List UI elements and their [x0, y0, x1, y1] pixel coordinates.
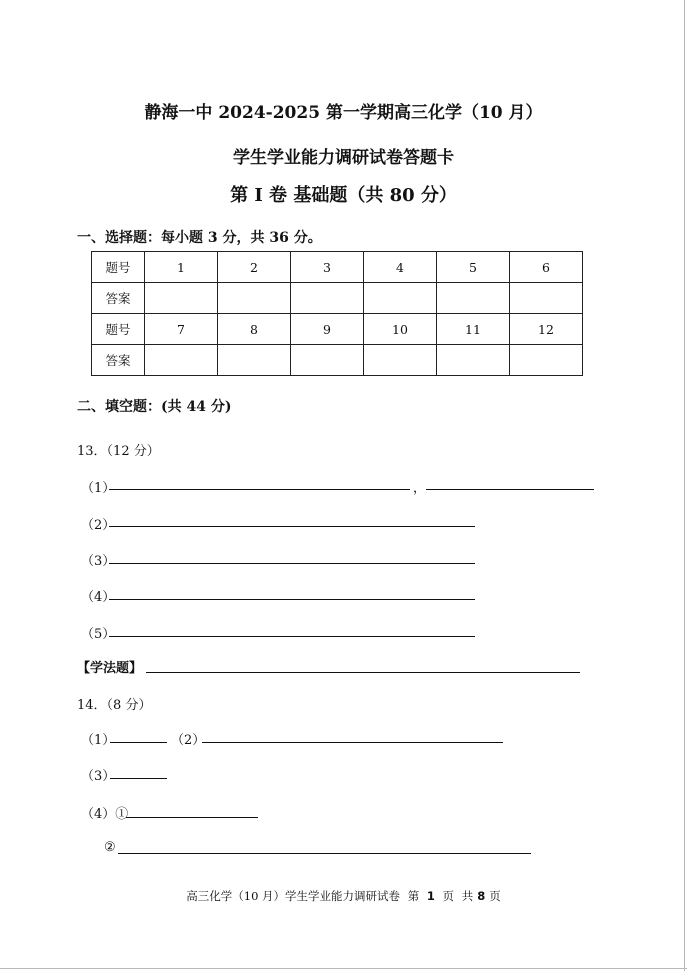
- q14-part1-answer-line[interactable]: [110, 742, 167, 743]
- question-number: 11: [437, 314, 510, 345]
- q13-part2-label: （2）: [81, 518, 116, 533]
- page-footer: [0, 888, 687, 904]
- q13-label: 13．（12 分）: [77, 444, 160, 459]
- answer-cell[interactable]: [145, 283, 218, 314]
- q13-part4-answer-line[interactable]: [109, 599, 475, 600]
- question-number: 3: [291, 252, 364, 283]
- page-edge-bottom: [0, 968, 687, 969]
- q14-part4-label: （4）①: [81, 807, 129, 822]
- answer-cell[interactable]: [291, 345, 364, 376]
- q14-label: 14．（8 分）: [77, 698, 152, 713]
- footer-page-prefix: 第: [407, 889, 420, 903]
- row-label: 题号: [92, 252, 145, 283]
- question-number: 8: [218, 314, 291, 345]
- row-label: 答案: [92, 283, 145, 314]
- footer-page-number: 1: [426, 889, 435, 903]
- answer-cell[interactable]: [437, 283, 510, 314]
- answer-grid: [91, 251, 583, 376]
- q14-part3-answer-line[interactable]: [110, 778, 167, 779]
- q13-part5-answer-line[interactable]: [109, 636, 475, 637]
- answer-cell[interactable]: [291, 283, 364, 314]
- footer-total-pages: 8: [477, 889, 486, 903]
- question-number: 5: [437, 252, 510, 283]
- q13-part1-answer-line-b[interactable]: [426, 489, 594, 490]
- question-number: 7: [145, 314, 218, 345]
- q14-part1-label: （1）: [81, 733, 116, 748]
- answer-cell[interactable]: [510, 283, 583, 314]
- q14-part2-answer-line[interactable]: [202, 742, 503, 743]
- table-row: [92, 314, 583, 345]
- q14-part3-label: （3）: [81, 769, 116, 784]
- answer-cell[interactable]: [364, 283, 437, 314]
- part-title: 第 Ⅰ 卷 基础题（共 80 分）: [230, 185, 457, 206]
- question-number: 4: [364, 252, 437, 283]
- q13-part1-answer-line-a[interactable]: [109, 489, 410, 490]
- question-number: 6: [510, 252, 583, 283]
- q13-part3-label: （3）: [81, 554, 116, 569]
- q13-part3-answer-line[interactable]: [109, 563, 475, 564]
- q13-part4-label: （4）: [81, 590, 116, 605]
- q13-part5-label: （5）: [81, 627, 116, 642]
- question-number: 2: [218, 252, 291, 283]
- answer-cell[interactable]: [218, 345, 291, 376]
- q14-part2-label: （2）: [171, 733, 206, 748]
- exam-title: 静海一中 2024-2025 第一学期高三化学（10 月）: [144, 103, 543, 123]
- answer-cell[interactable]: [437, 345, 510, 376]
- table-row: [92, 345, 583, 376]
- q14-part4-answer-line-2[interactable]: [118, 853, 531, 854]
- question-number: 1: [145, 252, 218, 283]
- table-row: [92, 252, 583, 283]
- answer-cell[interactable]: [510, 345, 583, 376]
- answer-cell[interactable]: [145, 345, 218, 376]
- q14-part4-sub2-label: ②: [104, 840, 116, 855]
- question-number: 12: [510, 314, 583, 345]
- footer-total-prefix: 共: [461, 889, 474, 903]
- exam-subtitle: 学生学业能力调研试卷答题卡: [233, 148, 454, 168]
- footer-page-suffix: 页: [442, 889, 455, 903]
- q14-part4-answer-line-1[interactable]: [126, 817, 258, 818]
- row-label: 题号: [92, 314, 145, 345]
- question-number: 9: [291, 314, 364, 345]
- section1-heading: 一、选择题：每小题 3 分，共 36 分。: [77, 230, 322, 246]
- q13-comma: ，: [413, 481, 427, 496]
- q13-method-label: 【学法题】: [77, 661, 143, 676]
- table-row: [92, 283, 583, 314]
- row-label: 答案: [92, 345, 145, 376]
- section2-heading: 二、填空题：(共 44 分): [77, 399, 232, 415]
- footer-subject: 高三化学（10 月）学生学业能力调研试卷: [186, 889, 401, 903]
- q13-method-answer-line[interactable]: [146, 672, 580, 673]
- question-number: 10: [364, 314, 437, 345]
- answer-cell[interactable]: [218, 283, 291, 314]
- answer-cell[interactable]: [364, 345, 437, 376]
- footer-total-suffix: 页: [489, 889, 501, 903]
- q13-part1-label: （1）: [81, 481, 116, 496]
- q13-part2-answer-line[interactable]: [109, 526, 475, 527]
